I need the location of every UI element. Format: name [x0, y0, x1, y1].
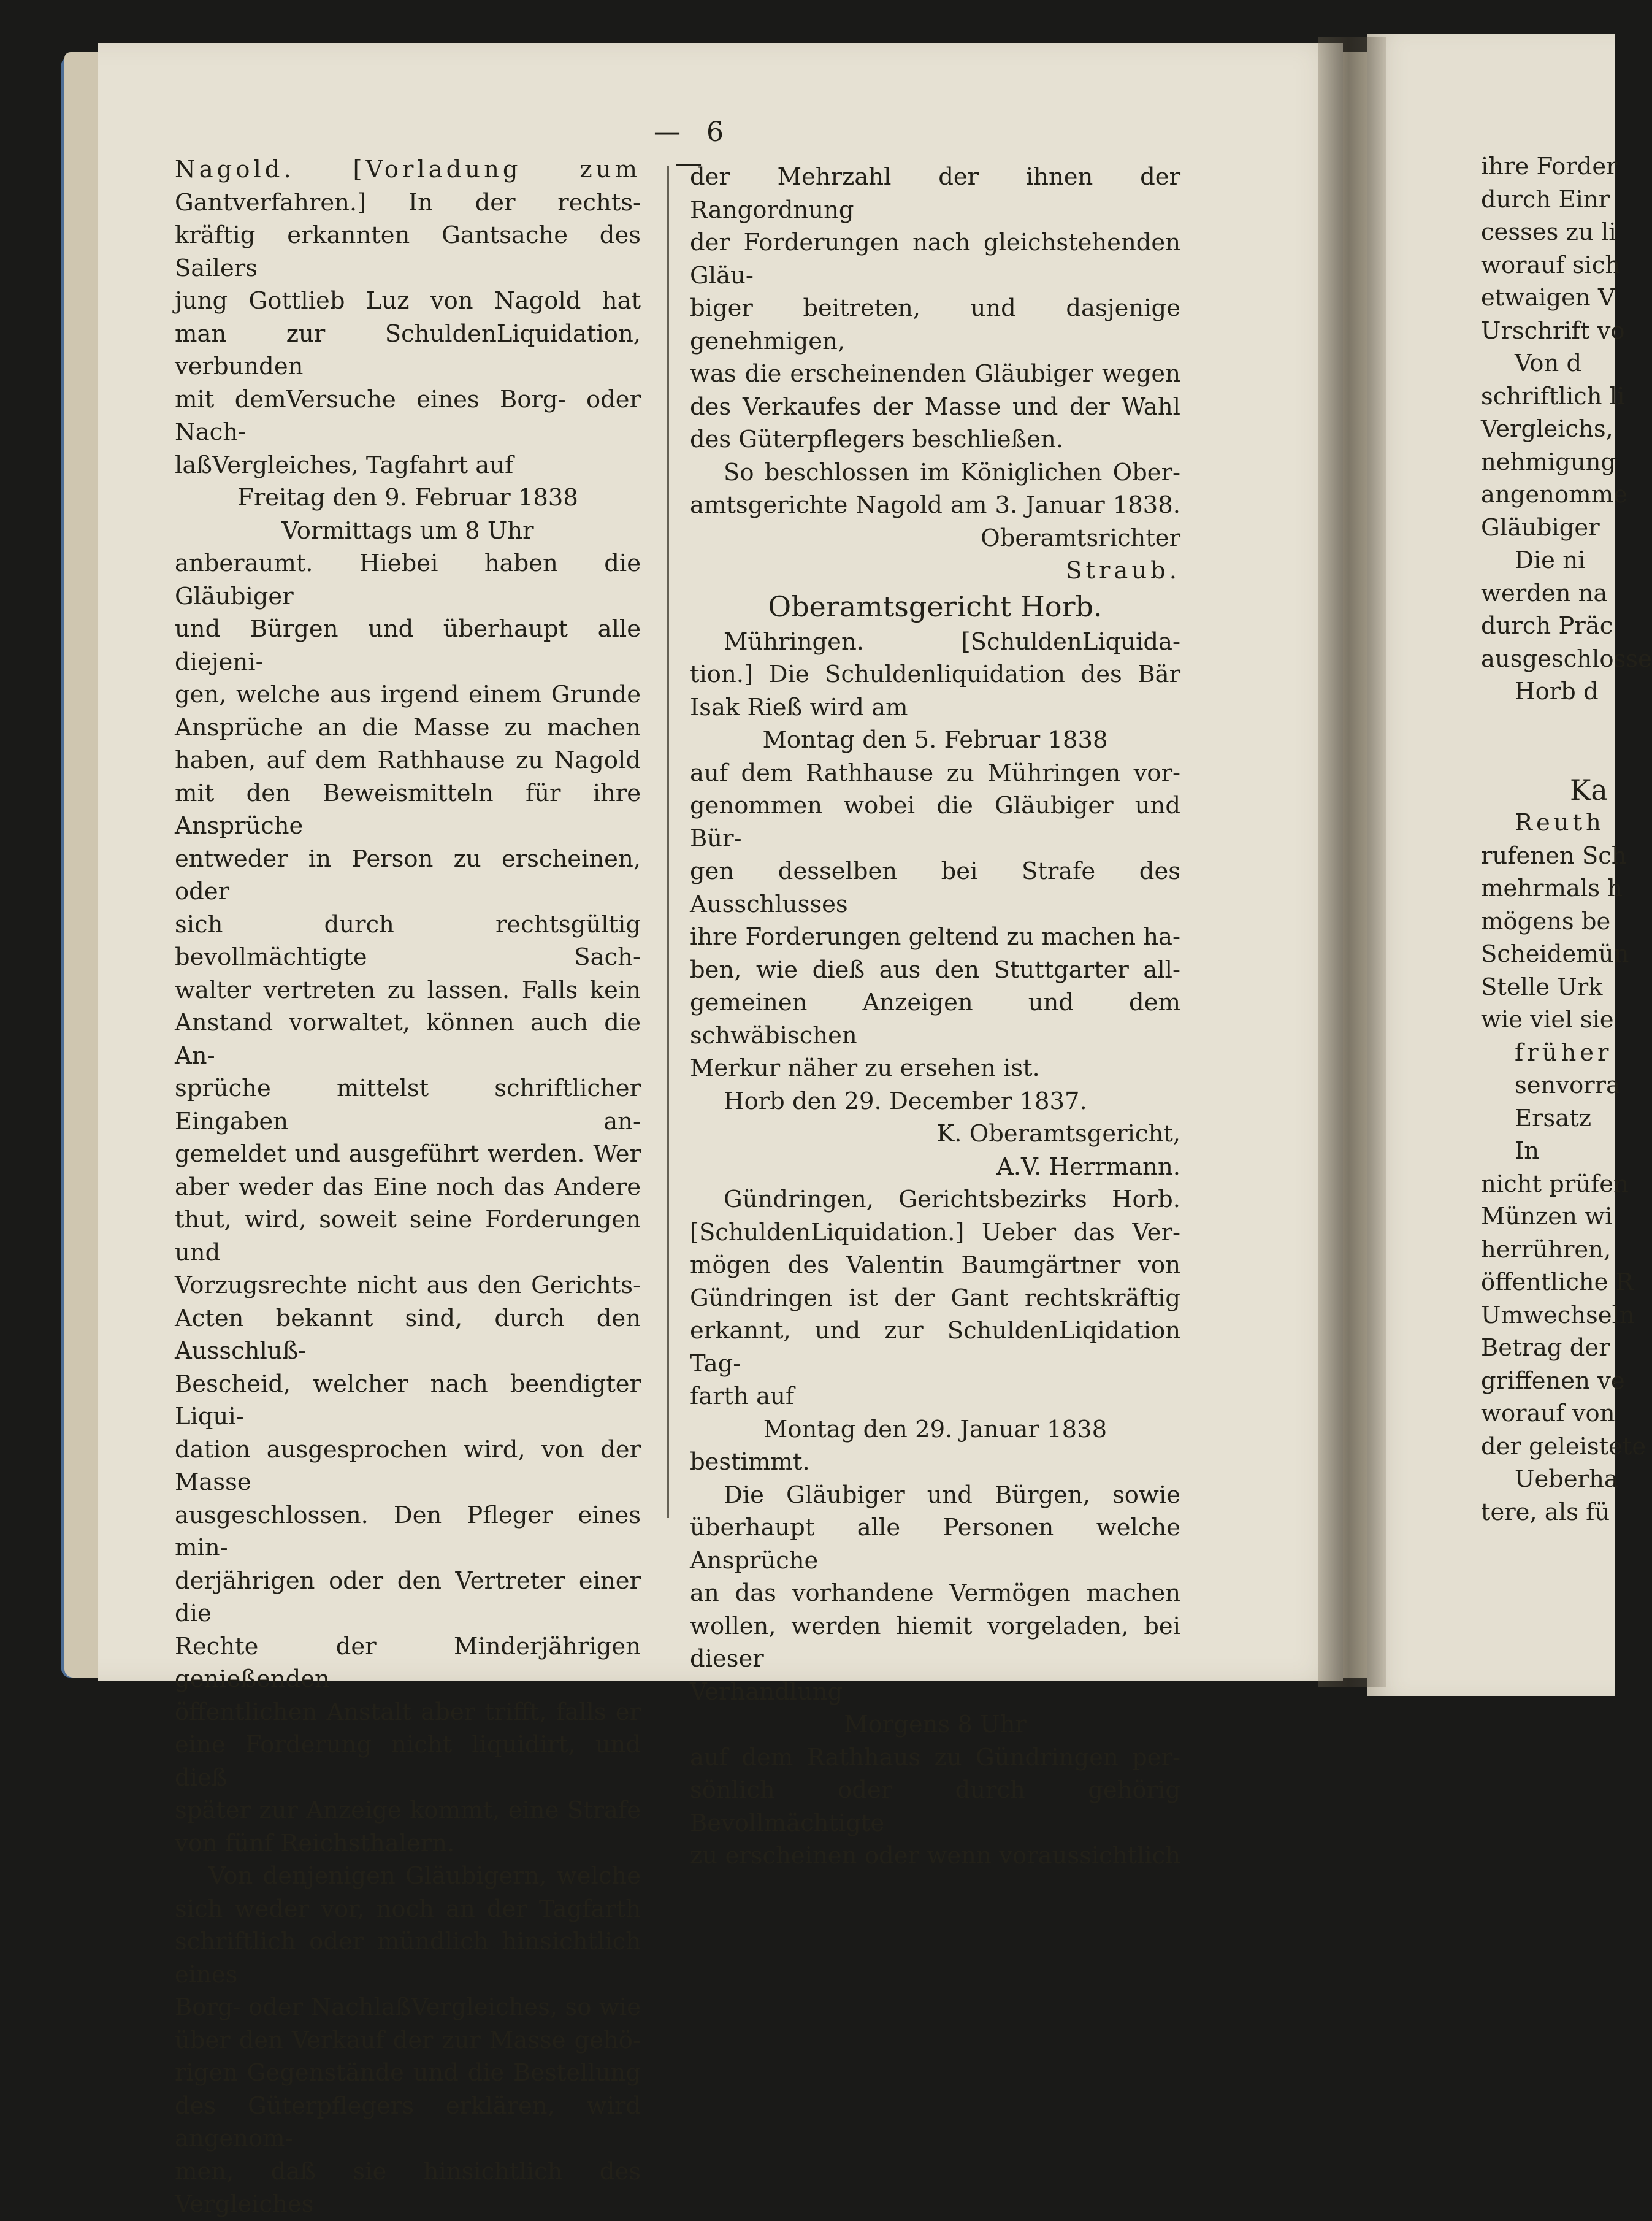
blank-line: [1481, 741, 1615, 774]
text-line: farth auf: [690, 1383, 795, 1410]
text-line: gemeldet und ausgeführt werden. Wer: [175, 1140, 641, 1168]
text-line: Ersatz: [1515, 1104, 1591, 1132]
text-line: Umwechseln: [1481, 1301, 1635, 1329]
text-line: Scheidemün: [1481, 940, 1629, 968]
date-line: Freitag den 9. Februar 1838: [237, 484, 578, 512]
text-line: des Verkaufes der Masse und der Wahl: [690, 393, 1180, 421]
text-line: men, daß sie hinsichtlich des Vergleiches: [175, 2157, 641, 2218]
text-line: Mühringen. [SchuldenLiquida-: [724, 627, 1180, 656]
text-line: Von d: [1515, 350, 1582, 377]
text-line: laßVergleiches, Tagfahrt auf: [175, 451, 514, 479]
text-line: Isak Rieß wird am: [690, 693, 908, 721]
text-line: nehmigung: [1481, 448, 1616, 476]
text-line: mit den Beweismitteln für ihre Ansprüche: [175, 779, 641, 840]
text-line: derjährigen oder den Vertreter einer die: [175, 1567, 641, 1627]
column-right-cropped: [1481, 150, 1652, 1529]
text-line: So beschlossen im Königlichen Ober-: [724, 458, 1180, 486]
text-line: des Güterpflegers beschließen.: [690, 426, 1064, 453]
text-line: mehrmals h: [1481, 875, 1623, 902]
text-line: des Güterpflegers erklären, wird angenom-: [175, 2092, 641, 2152]
date-line: Montag den 29. Januar 1838: [763, 1415, 1107, 1443]
text-line: wie viel sie: [1481, 1006, 1614, 1034]
text-line: Ansprüche an die Masse zu machen: [175, 713, 641, 742]
text-line: etwaigen V: [1481, 284, 1615, 312]
text-line: Gündringen, Gerichtsbezirks Horb.: [724, 1186, 1180, 1213]
text-line: Borg- oder NachlaßVergleiches, so wie: [175, 1993, 641, 2021]
text-line: genommen wobei die Gläubiger und Bür-: [690, 792, 1180, 853]
text-line: der Mehrzahl der ihnen der Rangordnung: [690, 163, 1180, 224]
text-line: ausgeschlossen. Den Pfleger eines min-: [175, 1501, 641, 1562]
text-line: Acten bekannt sind, durch den Ausschluß-: [175, 1304, 641, 1365]
text-line: schriftlich oder mündlich hinsichtlich eines: [175, 1928, 641, 1989]
text-line: der geleistete: [1481, 1432, 1646, 1460]
text-line: werden na: [1481, 579, 1608, 607]
text-line: an das vorhandene Vermögen machen: [690, 1579, 1180, 1607]
text-line: griffenen ve: [1481, 1367, 1625, 1395]
text-line: herrühren,: [1481, 1235, 1612, 1264]
book-gutter: [1318, 37, 1386, 1687]
text-line: gemeinen Anzeigen und dem schwäbischen: [690, 989, 1180, 1049]
text-line: [SchuldenLiquidation.] Ueber das Ver-: [690, 1218, 1180, 1246]
section-heading: Oberamtsgericht Horb.: [768, 589, 1103, 623]
text-line: angenomme: [1481, 481, 1627, 508]
date-line: Montag den 5. Februar 1838: [762, 726, 1108, 754]
text-line: entweder in Person zu erscheinen, oder: [175, 845, 641, 905]
text-line: eine Forderung nicht liquidirt, und dieß: [175, 1731, 641, 1792]
text-line: erkannt, und zur SchuldenLiqidation Tag-: [690, 1317, 1180, 1378]
text-line: ihre Forder: [1481, 153, 1618, 180]
blank-line: [1481, 708, 1615, 742]
text-line: Anstand vorwaltet, können auch die An-: [175, 1009, 641, 1070]
text-line: Horb d: [1515, 678, 1599, 705]
signature-title: Oberamtsrichter: [981, 524, 1180, 552]
signature-name: Straub.: [1066, 557, 1180, 585]
text-line: durch Präc: [1481, 612, 1613, 640]
text-line: worauf sich: [1481, 251, 1621, 279]
text-line: Ueberha: [1515, 1465, 1618, 1493]
text-line: Von denjenigen Gläubigern, welche: [208, 1862, 641, 1890]
text-line: anberaumt. Hiebei haben die Gläubiger: [175, 550, 641, 610]
text-line: von fünf Reichsthalern.: [175, 1829, 455, 1857]
text-line: bestimmt.: [690, 1448, 810, 1476]
column-middle: [690, 161, 1180, 1873]
text-line: Gläubiger: [1481, 513, 1600, 542]
date-line: Horb den 29. December 1837.: [724, 1087, 1087, 1115]
text-line: worauf von: [1481, 1400, 1615, 1427]
text-line: jung Gottlieb Luz von Nagold hat: [175, 287, 641, 315]
text-line: Die ni: [1515, 547, 1586, 574]
text-line: thut, wird, soweit seine Forderungen und: [175, 1206, 641, 1267]
text-line: mögens be: [1481, 907, 1611, 935]
text-line: Rechte der Minderjährigen genießenden: [175, 1632, 641, 1693]
text-line: gen desselben bei Strafe des Ausschlusses: [690, 857, 1180, 918]
page-number: — 6 —: [654, 117, 732, 179]
text-line: Vorzugsrechte nicht aus den Gerichts-: [175, 1272, 641, 1299]
text-line: sich durch rechtsgültig bevollmächtigte Sach-: [175, 910, 641, 971]
text-line: biger beitreten, und dasjenige genehmigen,: [690, 294, 1180, 355]
text-line: ausgeschlosse: [1481, 645, 1652, 673]
text-line: tion.] Die Schuldenliquidation des Bär: [690, 661, 1180, 688]
text-line: öffentlichen Anstalt aber trifft, falls er: [175, 1698, 641, 1726]
text-line: mögen des Valentin Baumgärtner von: [690, 1251, 1180, 1279]
text-line: und Bürgen und überhaupt alle diejeni-: [175, 615, 641, 676]
text-line: Nagold. [Vorladung zum: [175, 156, 641, 183]
text-line: amtsgerichte Nagold am 3. Januar 1838.: [690, 491, 1180, 519]
text-line: sprüche mittelst schriftlicher Eingaben an-: [175, 1075, 641, 1135]
text-line: haben, auf dem Rathhause zu Nagold: [175, 746, 641, 774]
signature-title: K. Oberamtsgericht,: [936, 1120, 1180, 1148]
text-line: In: [1515, 1137, 1540, 1165]
text-line: durch Einr: [1481, 185, 1610, 213]
text-line: dation ausgesprochen wird, von der Masse: [175, 1435, 641, 1496]
text-line: nicht prüfen: [1481, 1170, 1629, 1198]
text-line: sönlich oder durch gehörig Bevollmächtigte: [690, 1776, 1180, 1837]
text-line: überhaupt alle Personen welche Ansprüche: [690, 1514, 1180, 1575]
text-line: ihre Forderungen geltend zu machen ha-: [690, 923, 1181, 951]
text-line: Urschrift vo: [1481, 316, 1625, 345]
text-line: Reuth: [1515, 809, 1605, 837]
text-line: was die erscheinenden Gläubiger wegen: [690, 360, 1180, 388]
text-line: über den Verkauf der zur Masse gehö-: [175, 2026, 641, 2054]
column-left: [175, 153, 641, 2221]
text-line: Gantverfahren.] In der rechts-: [175, 188, 641, 217]
time-line: Morgens 8 Uhr: [844, 1711, 1027, 1738]
time-line: Vormittags um 8 Uhr: [281, 516, 534, 545]
text-line: cesses zu li: [1481, 218, 1616, 246]
text-line: später zur Anzeige kommt, eine Strafe: [175, 1797, 641, 1824]
text-line: Verhandlung: [690, 1678, 843, 1706]
text-line: mit demVersuche eines Borg- oder Nach-: [175, 385, 641, 446]
text-line: senvorra: [1515, 1072, 1621, 1099]
text-line: aber weder das Eine noch das Andere: [175, 1173, 641, 1201]
text-line: Vergleichs,: [1481, 415, 1613, 443]
text-line: rufenen Sch: [1481, 842, 1627, 870]
text-line: Die Gläubiger und Bürgen, sowie: [724, 1481, 1180, 1509]
text-line: früher: [1515, 1038, 1613, 1067]
text-line: schriftlich li: [1481, 382, 1625, 410]
text-line: man zur SchuldenLiquidation, verbunden: [175, 320, 641, 380]
signature-name: A.V. Herrmann.: [996, 1153, 1180, 1181]
text-line: zu erscheinen oder wenn voraussichtlich: [690, 1842, 1180, 1870]
column-rule: [667, 166, 669, 1518]
text-line: gen, welche aus irgend einem Grunde: [175, 681, 641, 708]
text-line: kräftig erkannten Gantsache des Sailers: [175, 221, 641, 282]
text-line: auf dem Rathhause zu Mühringen vor-: [690, 759, 1180, 787]
text-line: Merkur näher zu ersehen ist.: [690, 1054, 1040, 1082]
text-line: Betrag der: [1481, 1334, 1610, 1362]
text-line: auf dem Rathhaus zu Gündringen per-: [690, 1743, 1180, 1771]
text-line: Stelle Urk: [1481, 973, 1603, 1001]
text-line: Gündringen ist der Gant rechtskräftig: [690, 1284, 1180, 1312]
section-heading: Ka: [1570, 773, 1608, 807]
text-line: öffentliche R: [1481, 1268, 1634, 1296]
text-line: ben, wie dieß aus den Stuttgarter all-: [690, 956, 1180, 984]
text-line: tere, als fü: [1481, 1498, 1610, 1526]
text-line: wollen, werden hiemit vorgeladen, bei dieser: [690, 1612, 1180, 1673]
text-line: walter vertreten zu lassen. Falls kein: [175, 976, 641, 1004]
text-line: rigen Gegenstände und die Bestellung: [175, 2059, 641, 2087]
text-line: Bescheid, welcher nach beendigter Liqui-: [175, 1370, 641, 1430]
text-line: der Forderungen nach gleichstehenden Gläu-: [690, 229, 1180, 290]
text-line: sich weder vor, noch an der Tagfarth: [175, 1895, 641, 1923]
text-line: Münzen wi: [1481, 1203, 1613, 1230]
